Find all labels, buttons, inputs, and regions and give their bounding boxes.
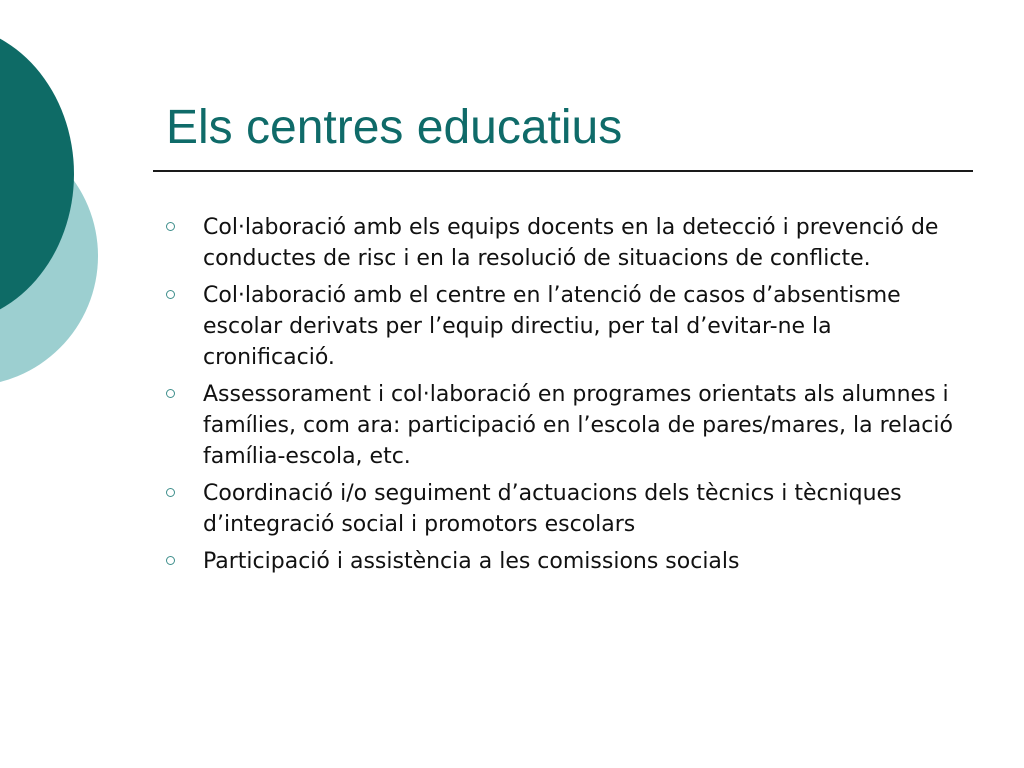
title-divider — [153, 170, 973, 172]
bullet-text: Coordinació i/o seguiment d’actuacions dels tècnics i tècniques d’integració social i promotors escolars — [203, 481, 902, 537]
bullet-item — [160, 478, 960, 540]
bullet-circle-icon — [166, 556, 175, 565]
bullet-item — [160, 212, 960, 274]
bullet-circle-icon — [166, 488, 175, 497]
bullet-text: Col·laboració amb els equips docents en la detecció i prevenció de conductes de risc i en la resolució de situacions de conflicte. — [203, 215, 939, 271]
bullet-circle-icon — [166, 389, 175, 398]
bullet-circle-icon — [166, 222, 175, 231]
bullet-item — [160, 379, 960, 472]
bullet-item — [160, 280, 960, 373]
slide-title: Els centres educatius — [166, 101, 623, 154]
bullet-text: Assessorament i col·laboració en programes orientats als alumnes i famílies, com ara: participació en l’escola de pares/mares, la relació família-escola, etc. — [203, 382, 953, 469]
bullet-item — [160, 546, 960, 577]
bullet-list — [160, 212, 960, 583]
bullet-text: Participació i assistència a les comissions socials — [203, 549, 740, 574]
bullet-text: Col·laboració amb el centre en l’atenció de casos d’absentisme escolar derivats per l’equip directiu, per tal d’evitar-ne la cronificació. — [203, 283, 901, 370]
bullet-circle-icon — [166, 290, 175, 299]
